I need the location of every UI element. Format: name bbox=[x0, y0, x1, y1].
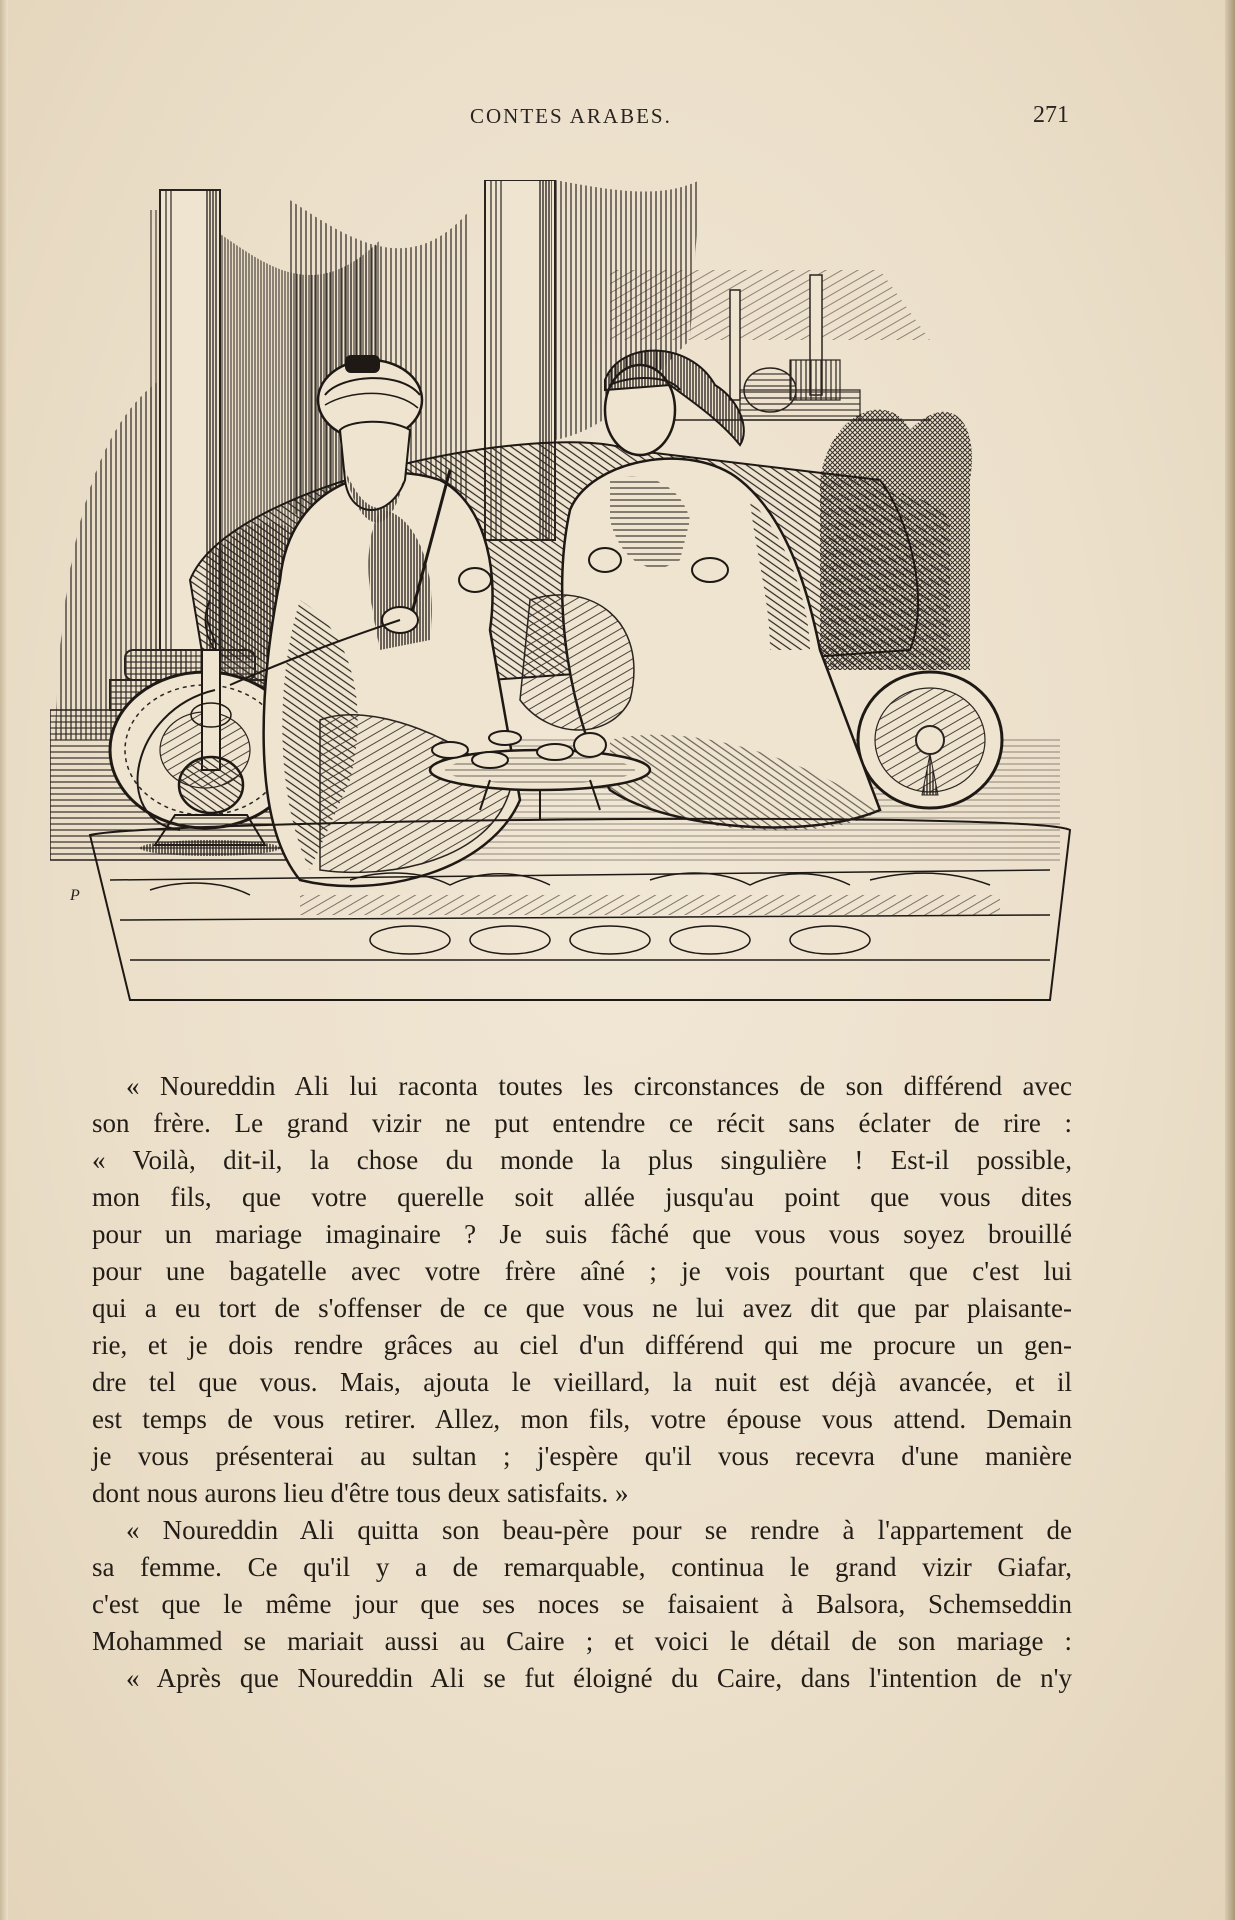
page-right-edge bbox=[1225, 0, 1235, 1920]
text-line: mon fils, que votre querelle soit allée jusqu'au point que vous dites bbox=[92, 1182, 1072, 1212]
text-line: sa femme. Ce qu'il y a de remarquable, continua le grand vizir Giafar, bbox=[92, 1552, 1072, 1582]
cushion-right bbox=[858, 672, 1002, 808]
text-line: est temps de vous retirer. Allez, mon fils, votre épouse vous attend. Demain bbox=[92, 1404, 1072, 1434]
running-title: CONTES ARABES. bbox=[470, 104, 672, 128]
text-line: qui a eu tort de s'offenser de ce que vous ne lui avez dit que par plaisante- bbox=[92, 1293, 1072, 1323]
text-line: « Noureddin Ali quitta son beau-père pour se rendre à l'appartement de bbox=[126, 1515, 1072, 1545]
text-line: « Après que Noureddin Ali se fut éloigné du Caire, dans l'intention de n'y bbox=[126, 1663, 1072, 1693]
text-line: rie, et je dois rendre grâces au ciel d'un différend qui me procure un gen- bbox=[92, 1330, 1072, 1360]
engraving-illustration bbox=[50, 180, 1115, 1010]
body-text bbox=[92, 1068, 1072, 1697]
page-number: 271 bbox=[1033, 102, 1069, 128]
text-line: dont nous aurons lieu d'être tous deux satisfaits. » bbox=[92, 1478, 629, 1508]
text-line: je vous présenterai au sultan ; j'espère qu'il vous recevra d'une manière bbox=[92, 1441, 1072, 1471]
page-left-edge bbox=[0, 0, 8, 1920]
page-header bbox=[0, 104, 1235, 134]
text-line: dre tel que vous. Mais, ajouta le vieillard, la nuit est déjà avancée, et il bbox=[92, 1367, 1072, 1397]
text-line: « Voilà, dit-il, la chose du monde la plus singulière ! Est-il possible, bbox=[92, 1145, 1072, 1175]
text-line: c'est que le même jour que ses noces se faisaient à Balsora, Schemseddin bbox=[92, 1589, 1072, 1619]
text-line: Mohammed se mariait aussi au Caire ; et voici le détail de son mariage : bbox=[92, 1626, 1072, 1656]
text-line: « Noureddin Ali lui raconta toutes les circonstances de son différend avec bbox=[126, 1071, 1072, 1101]
artist-signature: P bbox=[70, 887, 80, 904]
text-line: pour un mariage imaginaire ? Je suis fâché que vous vous soyez brouillé bbox=[92, 1219, 1072, 1249]
text-line: pour une bagatelle avec votre frère aîné ; je vois pourtant que c'est lui bbox=[92, 1256, 1072, 1286]
text-line: son frère. Le grand vizir ne put entendre ce récit sans éclater de rire : bbox=[92, 1108, 1072, 1138]
